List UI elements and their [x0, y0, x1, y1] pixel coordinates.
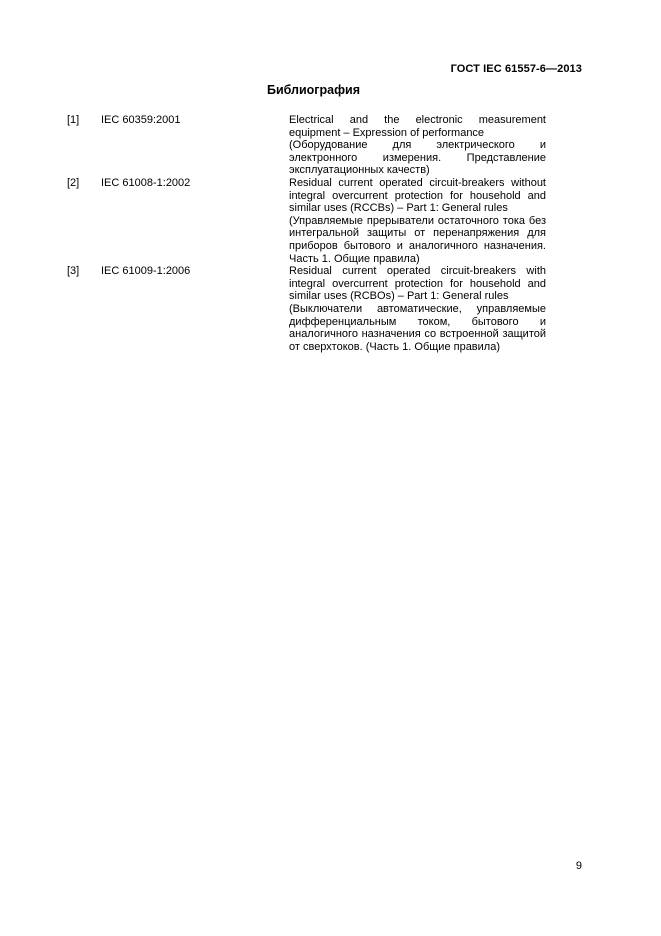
- reference-title-ru: (Выключатели автоматические, управляемые дифференциальным током, бытового и аналогичного назначения со встроенной защитой от сверхтоков. (Часть 1. Общие правила): [289, 302, 546, 353]
- reference-title-ru: (Управляемые прерыватели остаточного тока без интегральной защиты от перенапряжения для приборов бытового и аналогичного назначения. Часть 1. Общие правила): [289, 214, 546, 265]
- reference-description: [289, 114, 546, 177]
- bibliography-entry-3: [67, 265, 547, 353]
- reference-number: [1]: [67, 114, 80, 126]
- reference-title-ru: (Оборудование для электрического и электронного измерения. Представление эксплуатационных качеств): [289, 139, 546, 177]
- reference-title-en: Electrical and the electronic measurement equipment – Expression of performance: [289, 114, 546, 139]
- bibliography-entry-1: [67, 114, 547, 177]
- reference-number: [3]: [67, 265, 80, 278]
- reference-description: [289, 177, 546, 265]
- reference-number: [2]: [67, 176, 80, 189]
- reference-code: IEC 60359:2001: [101, 114, 181, 126]
- reference-code: IEC 61008-1:2002: [101, 176, 191, 189]
- bibliography-list: [67, 114, 547, 353]
- page-number: 9: [575, 860, 582, 872]
- bibliography-entry-2: [67, 177, 547, 265]
- standard-code-header: ГОСТ IEC 61557-6—2013: [450, 63, 582, 75]
- reference-code: IEC 61009-1:2006: [101, 265, 191, 278]
- reference-title-en: Residual current operated circuit-breakers with integral overcurrent protection for household and similar uses (RCBOs) – Part 1: General rules: [289, 265, 546, 303]
- reference-description: [289, 265, 546, 353]
- page-title: Библиография: [266, 83, 361, 97]
- reference-title-en: Residual current operated circuit-breakers without integral overcurrent protection for household and similar uses (RCCBs) – Part 1: General rules: [289, 176, 546, 215]
